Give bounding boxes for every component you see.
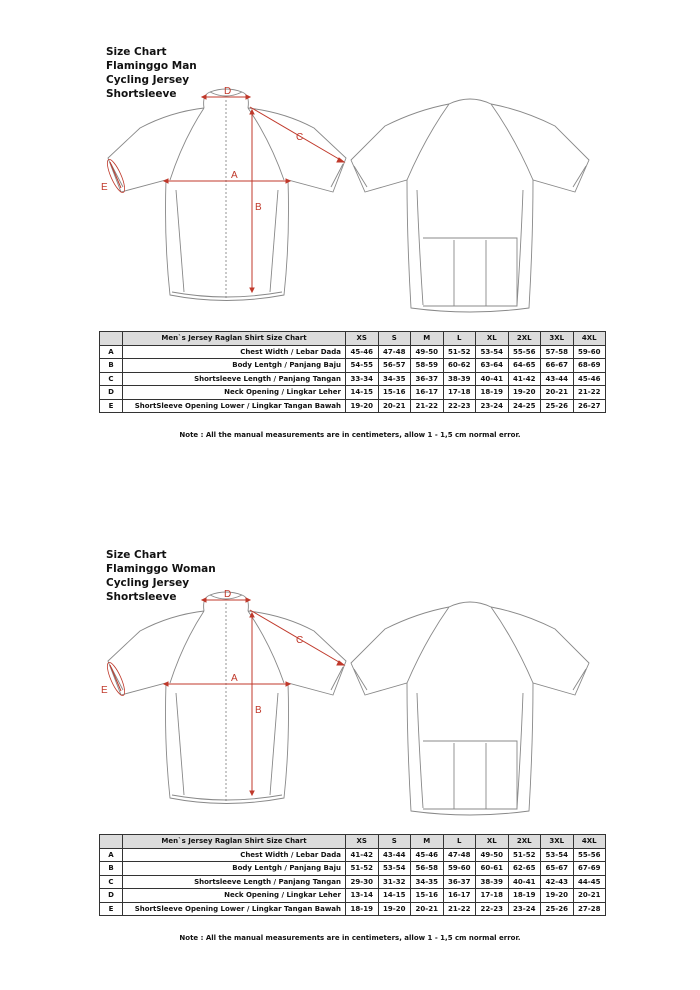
title-line: Cycling Jersey xyxy=(106,577,190,589)
size-cell: 13-14 xyxy=(346,889,379,903)
size-header: L xyxy=(443,332,476,346)
title-line: Flaminggo Man xyxy=(106,60,197,72)
header-blank-cell xyxy=(100,835,123,849)
jersey-back-diagram xyxy=(345,583,595,818)
size-cell: 31-32 xyxy=(378,875,411,889)
size-cell: 60-61 xyxy=(476,862,509,876)
size-cell: 41-42 xyxy=(346,848,379,862)
size-cell: 53-54 xyxy=(476,345,509,359)
size-header: S xyxy=(378,332,411,346)
size-cell: 21-22 xyxy=(443,902,476,916)
size-cell: 17-18 xyxy=(443,386,476,400)
size-cell: 49-50 xyxy=(476,848,509,862)
size-cell: 18-19 xyxy=(476,386,509,400)
size-cell: 34-35 xyxy=(411,875,444,889)
table-row xyxy=(100,359,606,373)
table-row xyxy=(100,848,606,862)
size-cell: 67-69 xyxy=(573,862,606,876)
table-row xyxy=(100,399,606,413)
size-table xyxy=(99,331,606,413)
label-d: D xyxy=(224,86,232,97)
row-measure: ShortSleeve Opening Lower / Lingkar Tangan Bawah xyxy=(123,902,346,916)
row-code: E xyxy=(100,399,123,413)
jersey-front-diagram xyxy=(98,80,358,315)
size-cell: 20-21 xyxy=(378,399,411,413)
size-cell: 40-41 xyxy=(508,875,541,889)
size-cell: 59-60 xyxy=(573,345,606,359)
row-code: C xyxy=(100,875,123,889)
size-cell: 51-52 xyxy=(346,862,379,876)
row-measure: Shortsleeve Length / Panjang Tangan xyxy=(123,372,346,386)
size-cell: 23-24 xyxy=(508,902,541,916)
size-cell: 29-30 xyxy=(346,875,379,889)
size-cell: 16-17 xyxy=(443,889,476,903)
size-cell: 19-20 xyxy=(508,386,541,400)
label-c: C xyxy=(296,132,304,143)
size-cell: 26-27 xyxy=(573,399,606,413)
header-blank-cell xyxy=(100,332,123,346)
row-code: C xyxy=(100,372,123,386)
size-cell: 14-15 xyxy=(346,386,379,400)
size-cell: 34-35 xyxy=(378,372,411,386)
size-header: M xyxy=(411,835,444,849)
size-cell: 27-28 xyxy=(573,902,606,916)
size-header: XL xyxy=(476,835,509,849)
row-measure: Chest Width / Lebar Dada xyxy=(123,345,346,359)
size-cell: 66-67 xyxy=(541,359,574,373)
size-cell: 14-15 xyxy=(378,889,411,903)
label-d: D xyxy=(224,589,232,600)
size-header: 4XL xyxy=(573,332,606,346)
table-row xyxy=(100,862,606,876)
title-line: Size Chart xyxy=(106,46,167,58)
size-cell: 54-55 xyxy=(346,359,379,373)
table-row xyxy=(100,902,606,916)
size-cell: 53-54 xyxy=(541,848,574,862)
size-cell: 19-20 xyxy=(346,399,379,413)
size-cell: 53-54 xyxy=(378,862,411,876)
size-header: L xyxy=(443,835,476,849)
size-cell: 45-46 xyxy=(346,345,379,359)
size-cell: 33-34 xyxy=(346,372,379,386)
size-header: XL xyxy=(476,332,509,346)
size-cell: 58-59 xyxy=(411,359,444,373)
row-code: D xyxy=(100,889,123,903)
size-header: 2XL xyxy=(508,332,541,346)
label-a: A xyxy=(231,170,238,181)
row-measure: Body Lentgh / Panjang Baju xyxy=(123,862,346,876)
size-cell: 47-48 xyxy=(443,848,476,862)
size-cell: 41-42 xyxy=(508,372,541,386)
title-line: Shortsleeve xyxy=(106,88,177,100)
size-cell: 44-45 xyxy=(573,875,606,889)
title-line: Cycling Jersey xyxy=(106,74,190,86)
row-code: D xyxy=(100,386,123,400)
row-measure: Shortsleeve Length / Panjang Tangan xyxy=(123,875,346,889)
label-b: B xyxy=(255,705,262,716)
size-cell: 18-19 xyxy=(346,902,379,916)
label-e: E xyxy=(101,685,108,696)
size-header: 3XL xyxy=(541,332,574,346)
size-header: S xyxy=(378,835,411,849)
table-row xyxy=(100,386,606,400)
size-cell: 56-57 xyxy=(378,359,411,373)
size-cell: 57-58 xyxy=(541,345,574,359)
row-measure: Chest Width / Lebar Dada xyxy=(123,848,346,862)
size-cell: 21-22 xyxy=(411,399,444,413)
size-cell: 36-37 xyxy=(411,372,444,386)
size-cell: 20-21 xyxy=(541,386,574,400)
size-header: XS xyxy=(346,835,379,849)
size-cell: 20-21 xyxy=(411,902,444,916)
size-cell: 21-22 xyxy=(573,386,606,400)
size-cell: 24-25 xyxy=(508,399,541,413)
size-cell: 25-26 xyxy=(541,399,574,413)
size-cell: 40-41 xyxy=(476,372,509,386)
size-cell: 55-56 xyxy=(508,345,541,359)
title-line: Flaminggo Woman xyxy=(106,563,216,575)
size-cell: 62-65 xyxy=(508,862,541,876)
row-code: B xyxy=(100,359,123,373)
size-cell: 47-48 xyxy=(378,345,411,359)
size-cell: 49-50 xyxy=(411,345,444,359)
size-header: 4XL xyxy=(573,835,606,849)
jersey-back-diagram xyxy=(345,80,595,315)
size-cell: 63-64 xyxy=(476,359,509,373)
measurement-note: Note : All the manual measurements are in centimeters, allow 1 - 1,5 cm normal error. xyxy=(179,431,521,439)
size-cell: 45-46 xyxy=(573,372,606,386)
label-e: E xyxy=(101,182,108,193)
label-c: C xyxy=(296,635,304,646)
size-cell: 55-56 xyxy=(573,848,606,862)
size-cell: 15-16 xyxy=(378,386,411,400)
row-code: A xyxy=(100,848,123,862)
size-cell: 51-52 xyxy=(508,848,541,862)
jersey-front-diagram xyxy=(98,583,358,818)
size-cell: 19-20 xyxy=(378,902,411,916)
table-row xyxy=(100,875,606,889)
table-row xyxy=(100,345,606,359)
table-row xyxy=(100,889,606,903)
table-row xyxy=(100,372,606,386)
row-measure: Neck Opening / Lingkar Leher xyxy=(123,889,346,903)
size-cell: 38-39 xyxy=(476,875,509,889)
table-header-title: Men`s Jersey Raglan Shirt Size Chart xyxy=(123,835,346,849)
size-cell: 51-52 xyxy=(443,345,476,359)
row-code: B xyxy=(100,862,123,876)
row-measure: ShortSleeve Opening Lower / Lingkar Tangan Bawah xyxy=(123,399,346,413)
size-cell: 22-23 xyxy=(443,399,476,413)
size-cell: 17-18 xyxy=(476,889,509,903)
size-cell: 25-26 xyxy=(541,902,574,916)
size-cell: 19-20 xyxy=(541,889,574,903)
size-header: M xyxy=(411,332,444,346)
size-header: 2XL xyxy=(508,835,541,849)
size-cell: 68-69 xyxy=(573,359,606,373)
size-cell: 18-19 xyxy=(508,889,541,903)
size-cell: 23-24 xyxy=(476,399,509,413)
row-measure: Body Lentgh / Panjang Baju xyxy=(123,359,346,373)
size-cell: 45-46 xyxy=(411,848,444,862)
size-cell: 22-23 xyxy=(476,902,509,916)
size-cell: 15-16 xyxy=(411,889,444,903)
size-cell: 16-17 xyxy=(411,386,444,400)
size-cell: 43-44 xyxy=(541,372,574,386)
size-table xyxy=(99,834,606,916)
row-code: E xyxy=(100,902,123,916)
label-a: A xyxy=(231,673,238,684)
size-cell: 64-65 xyxy=(508,359,541,373)
row-code: A xyxy=(100,345,123,359)
size-cell: 42-43 xyxy=(541,875,574,889)
title-line: Size Chart xyxy=(106,549,167,561)
size-cell: 20-21 xyxy=(573,889,606,903)
size-cell: 36-37 xyxy=(443,875,476,889)
size-cell: 65-67 xyxy=(541,862,574,876)
title-line: Shortsleeve xyxy=(106,591,177,603)
table-header-title: Men`s Jersey Raglan Shirt Size Chart xyxy=(123,332,346,346)
size-cell: 38-39 xyxy=(443,372,476,386)
size-cell: 56-58 xyxy=(411,862,444,876)
size-cell: 59-60 xyxy=(443,862,476,876)
label-b: B xyxy=(255,202,262,213)
size-header: 3XL xyxy=(541,835,574,849)
measurement-note: Note : All the manual measurements are in centimeters, allow 1 - 1,5 cm normal error. xyxy=(179,934,521,942)
row-measure: Neck Opening / Lingkar Leher xyxy=(123,386,346,400)
size-header: XS xyxy=(346,332,379,346)
size-cell: 43-44 xyxy=(378,848,411,862)
size-cell: 60-62 xyxy=(443,359,476,373)
